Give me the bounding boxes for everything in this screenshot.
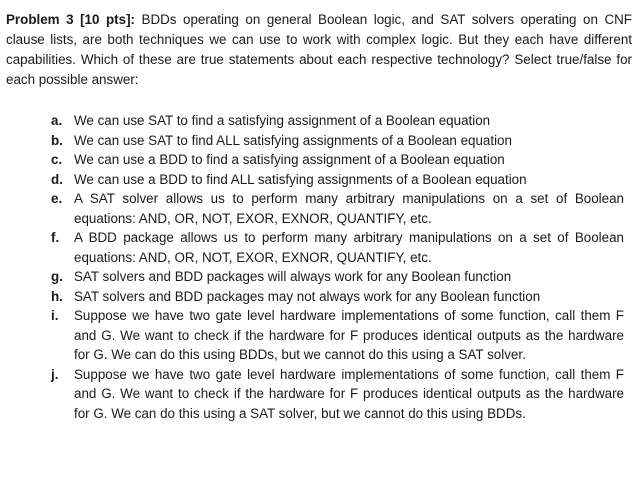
item-text: A BDD package allows us to perform many arbitrary manipulations on a set of Boolean equations: AND, OR, NOT, EXOR, EXNOR, QUANTIFY, etc. (74, 230, 624, 265)
item-text: SAT solvers and BDD packages will always work for any Boolean function (74, 269, 512, 284)
item-text: Suppose we have two gate level hardware implementations of some function, call them F and G. We want to check if the hardware for F produces identical outputs as the hardware for G. We can do this using a SAT solver, but we cannot do this using BDDs. (74, 366, 624, 421)
item-text: We can use SAT to find a satisfying assignment of a Boolean equation (74, 113, 491, 128)
list-item (51, 170, 624, 190)
list-item (51, 306, 624, 365)
problem-heading: Problem 3 [10 pts]: (6, 12, 135, 27)
item-letter: b. (51, 132, 63, 148)
item-text: SAT solvers and BDD packages may not always work for any Boolean function (74, 288, 541, 304)
list-item (51, 131, 624, 151)
list-item (51, 287, 624, 307)
item-letter: e. (51, 191, 63, 206)
item-letter: j. (51, 366, 59, 382)
item-letter: h. (51, 288, 63, 304)
item-letter: g. (51, 269, 63, 284)
item-letter: i. (51, 308, 59, 323)
problem-intro-text: BDDs operating on general Boolean logic, and SAT solvers operating on CNF clause lists, are both techniques we can use to work with complex logic. But they each have different capabilities. Which of these are true statements about each respective technology? Select true/false for each possible answer: (6, 12, 632, 87)
answer-options-list (6, 111, 632, 423)
item-letter: c. (51, 152, 63, 167)
item-text: Suppose we have two gate level hardware implementations of some function, call them F and G. We want to check if the hardware for F produces identical outputs as the hardware for G. We can do this using BDDs, but we cannot do this using a SAT solver. (74, 308, 624, 362)
list-item (51, 189, 624, 228)
item-letter: d. (51, 171, 63, 187)
problem-intro (6, 10, 632, 90)
list-item (51, 150, 624, 170)
list-item (51, 267, 624, 287)
item-text: We can use SAT to find ALL satisfying assignments of a Boolean equation (74, 132, 512, 148)
item-text: A SAT solver allows us to perform many arbitrary manipulations on a set of Boolean equations: AND, OR, NOT, EXOR, EXNOR, QUANTIFY, etc. (74, 191, 624, 226)
list-item (51, 228, 624, 267)
list-item (51, 365, 624, 424)
item-letter: f. (51, 230, 60, 245)
item-letter: a. (51, 113, 63, 128)
list-item (51, 111, 624, 131)
item-text: We can use a BDD to find ALL satisfying assignments of a Boolean equation (74, 171, 527, 187)
item-text: We can use a BDD to find a satisfying assignment of a Boolean equation (74, 152, 505, 167)
